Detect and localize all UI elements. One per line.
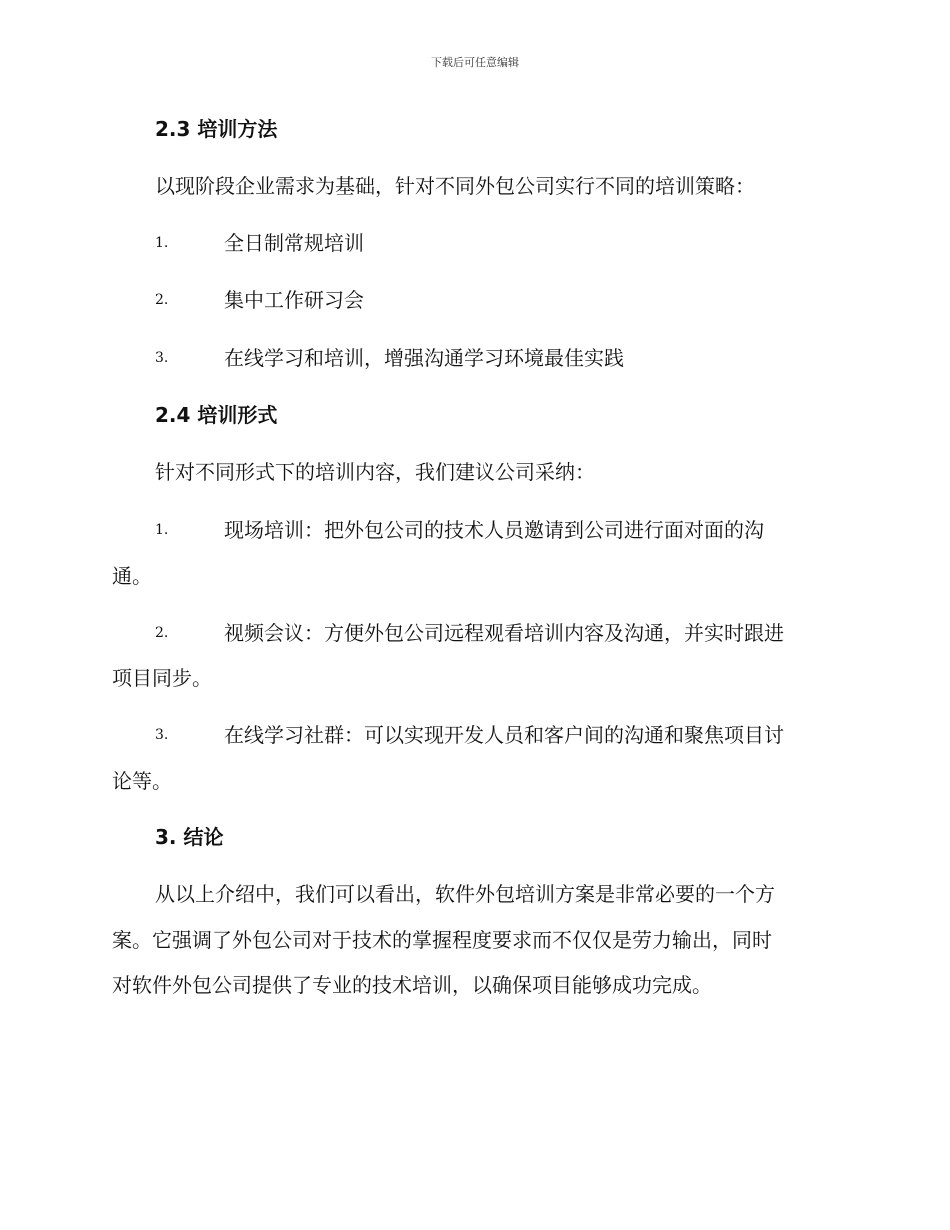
section-2-3-intro: 以现阶段企业需求为基础，针对不同外包公司实行不同的培训策略： (155, 174, 755, 198)
section-2-4-intro: 针对不同形式下的培训内容，我们建议公司采纳： (155, 460, 595, 484)
conclusion-line-1: 从以上介绍中，我们可以看出，软件外包培训方案是非常必要的一个方 (155, 882, 775, 906)
list-number: 2. (155, 292, 169, 308)
list-item-text-continued: 项目同步。 (112, 666, 212, 690)
list-number: 3. (155, 727, 169, 743)
list-number: 2. (155, 625, 169, 641)
list-item-text-continued: 通。 (112, 564, 152, 588)
list-number: 1. (155, 522, 169, 538)
list-item-text: 现场培训：把外包公司的技术人员邀请到公司进行面对面的沟 (224, 518, 764, 542)
conclusion-line-3: 对软件外包公司提供了专业的技术培训，以确保项目能够成功完成。 (112, 973, 712, 997)
section-2-3-heading: 2.3 培训方法 (155, 117, 278, 141)
list-item-text: 集中工作研习会 (224, 288, 364, 312)
list-item-text: 全日制常规培训 (224, 231, 364, 255)
list-item-text: 视频会议：方便外包公司远程观看培训内容及沟通，并实时跟进 (224, 621, 784, 645)
list-number: 1. (155, 235, 169, 251)
list-item-text: 在线学习社群：可以实现开发人员和客户间的沟通和聚焦项目讨 (224, 723, 784, 747)
list-item-text: 在线学习和培训，增强沟通学习环境最佳实践 (224, 346, 624, 370)
conclusion-line-2: 案。它强调了外包公司对于技术的掌握程度要求而不仅仅是劳力输出，同时 (112, 928, 772, 952)
list-item-text-continued: 论等。 (112, 769, 172, 793)
list-number: 3. (155, 350, 169, 366)
page-header-note: 下载后可任意编辑 (431, 56, 519, 69)
section-3-heading: 3. 结论 (155, 825, 224, 849)
section-2-4-heading: 2.4 培训形式 (155, 403, 278, 427)
